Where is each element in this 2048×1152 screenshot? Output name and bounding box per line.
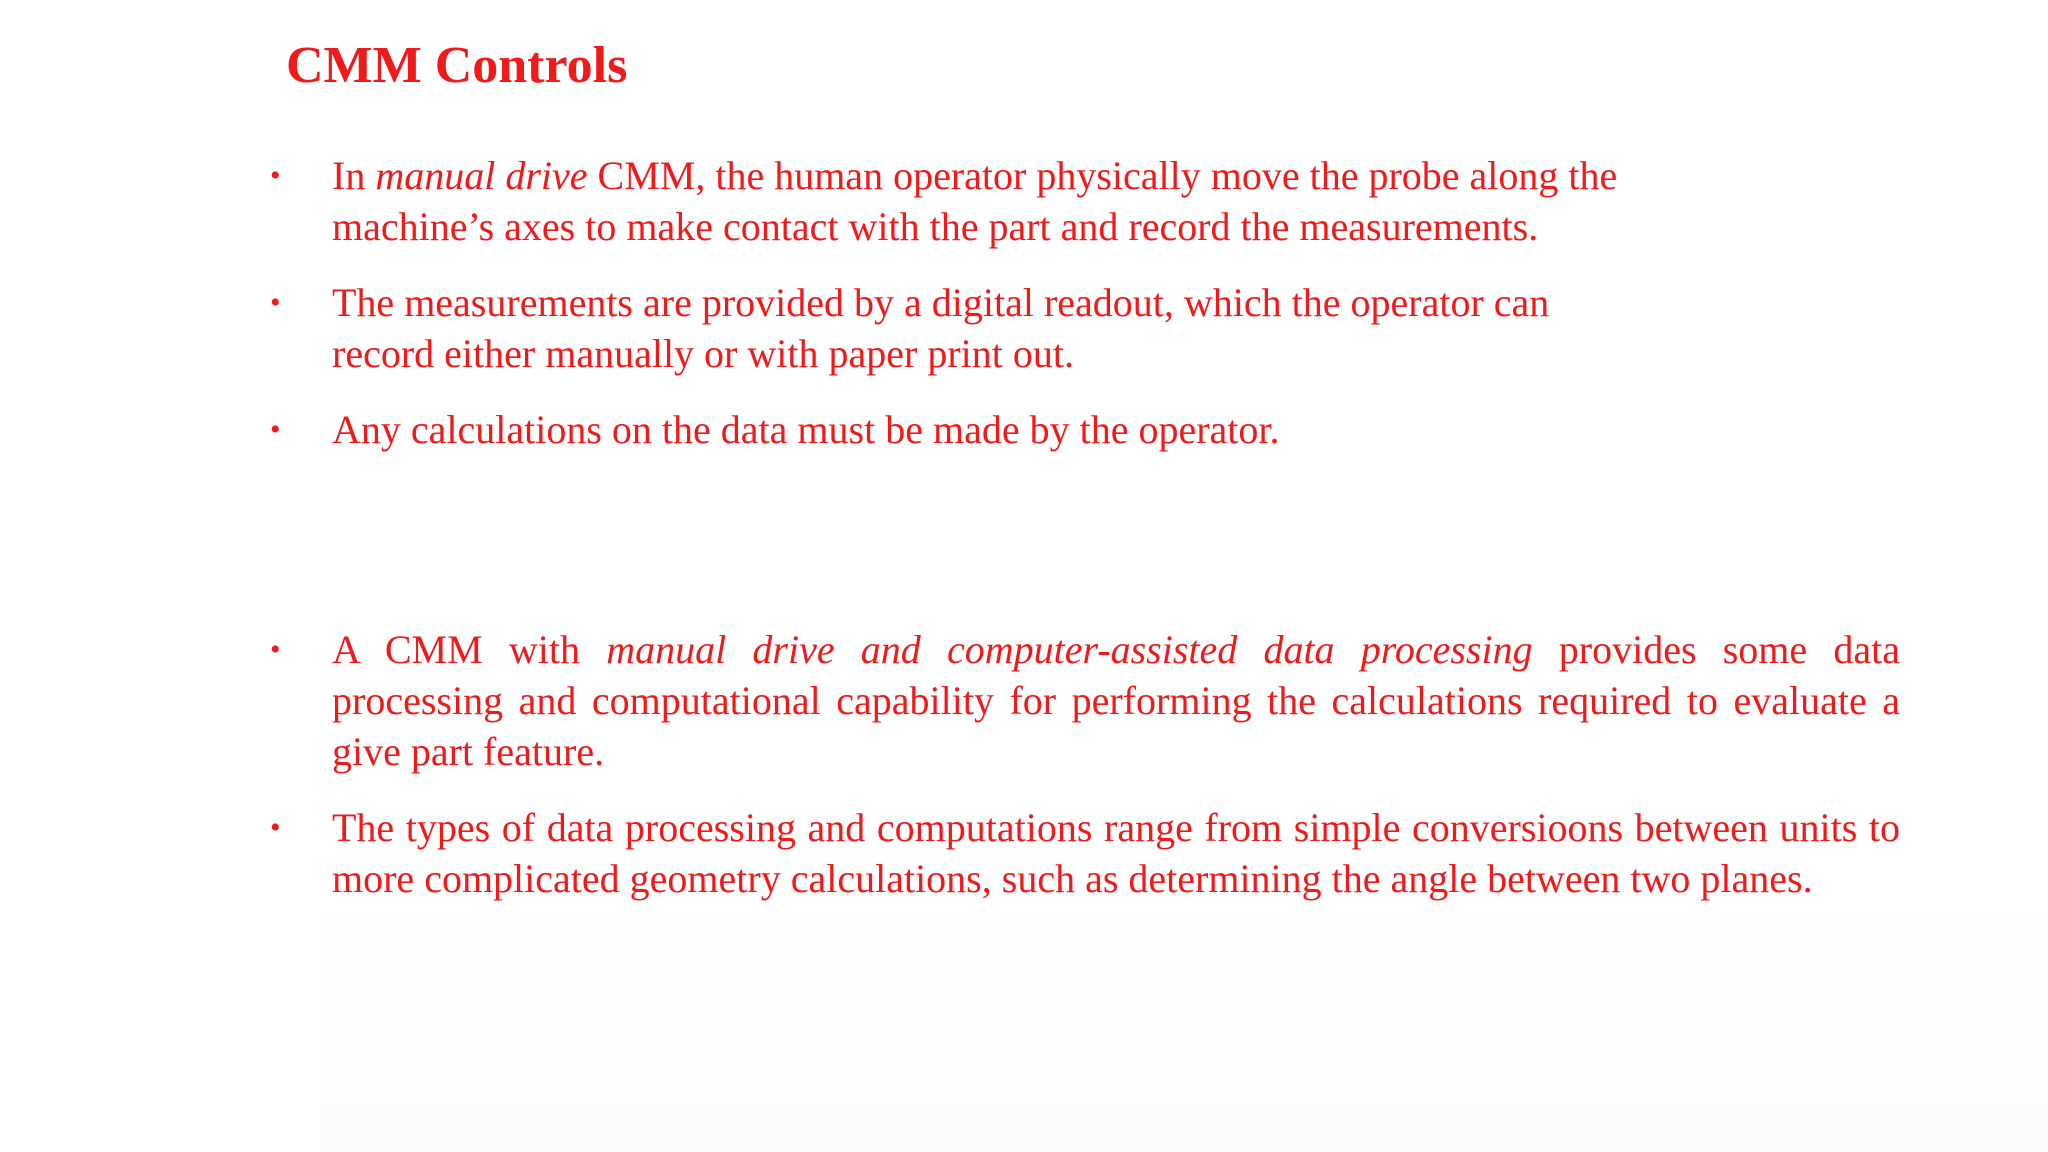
emphasis-computer-assisted: manual drive and computer-assisted data processing xyxy=(606,627,1533,672)
slide-title: CMM Controls xyxy=(286,37,628,94)
manual-drive-bullet-list xyxy=(270,150,1900,480)
bullet-operator-calculations xyxy=(270,404,1900,455)
bullet-line: machine’s axes to make contact with the part and record the measurements. xyxy=(332,204,1539,249)
bullet-icon: • xyxy=(270,811,281,844)
bullet-line: In manual drive CMM, the human operator physically move the probe along the xyxy=(332,153,1618,198)
emphasis-manual-drive: manual drive xyxy=(375,153,588,198)
bullet-icon: • xyxy=(270,633,281,666)
bullet-icon: • xyxy=(270,286,281,319)
bullet-digital-readout xyxy=(270,277,1900,379)
bullet-line: The measurements are provided by a digital readout, which the operator can xyxy=(332,280,1550,325)
bullet-line: record either manually or with paper print out. xyxy=(332,331,1074,376)
bullet-icon: • xyxy=(270,159,281,192)
computer-assisted-bullet-list xyxy=(270,624,1900,929)
bullet-computer-assisted: • A CMM with manual drive and computer-assisted data processing provides some data processing and computational capability for performing the calculations required to evaluate a give part feature. xyxy=(270,624,1900,777)
bullet-data-processing-types: • The types of data processing and computations range from simple conversioons between units to more complicated geometry calculations, such as determining the angle between two planes. xyxy=(270,802,1900,904)
bullet-manual-drive xyxy=(270,150,1900,252)
bullet-icon: • xyxy=(270,413,281,446)
bullet-line: Any calculations on the data must be made by the operator. xyxy=(332,407,1280,452)
